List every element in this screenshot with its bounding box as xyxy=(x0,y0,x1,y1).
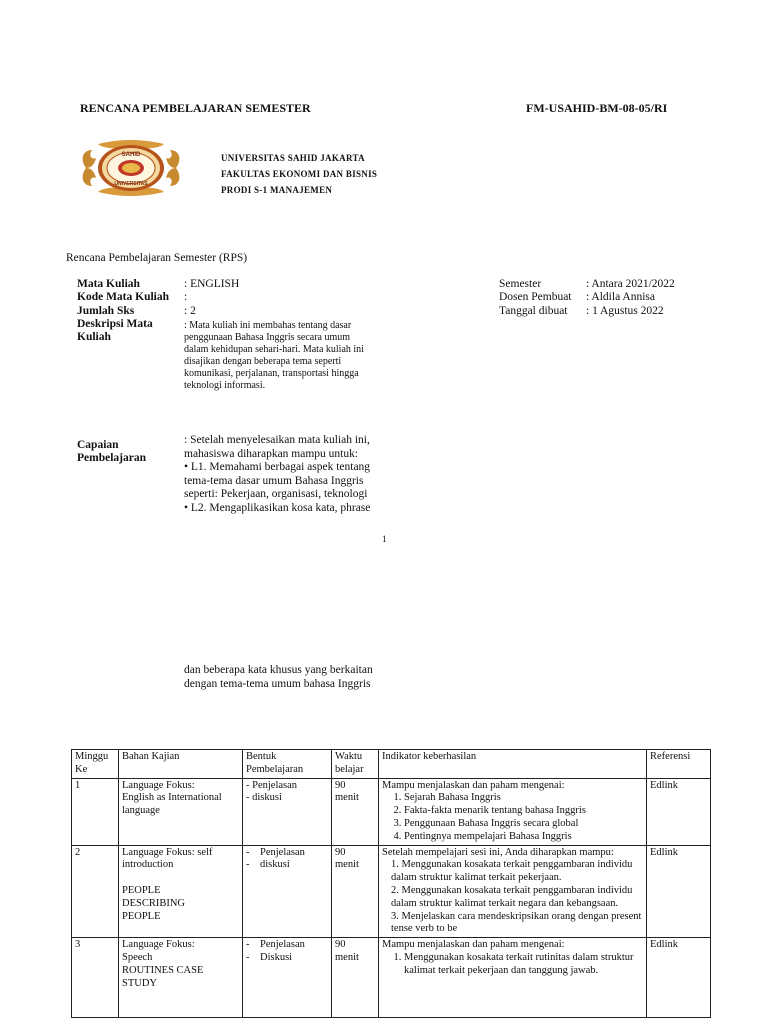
cell-indikator xyxy=(379,778,647,845)
bahan-line: Language Fokus: xyxy=(122,939,195,951)
deskripsi-line: disajikan dengan beberapa tema seperti xyxy=(184,356,342,367)
indikator-item: 1. Sejarah Bahasa Inggris xyxy=(404,792,643,805)
indikator-item: 3. Menjelaskan cara mendeskripsikan orang dengan present tense verb to be xyxy=(391,910,642,935)
table-row xyxy=(72,778,711,845)
semester-label: Semester xyxy=(499,278,542,290)
indikator-item: 2. Menggunakan kosakata terkait penggambaran individu dalam struktur kalimat terkait negara dan kebangsaan. xyxy=(391,884,633,909)
header-bahan: Bahan Kajian xyxy=(119,750,243,779)
capaian-line: : Setelah menyelesaikan mata kuliah ini, xyxy=(184,434,370,446)
bahan-line: DESCRIBING xyxy=(122,897,186,909)
table-header-row xyxy=(72,750,711,779)
header-waktu: Waktu belajar xyxy=(332,750,379,779)
capaian-line: • L2. Mengaplikasikan kosa kata, phrase xyxy=(184,501,371,514)
bentuk-line: - Penjelasan xyxy=(246,779,298,791)
logo-text-bottom: UNIVERSITAS xyxy=(114,181,148,187)
document-title: RENCANA PEMBELAJARAN SEMESTER xyxy=(80,101,311,115)
cell-bentuk xyxy=(243,845,332,938)
indikator-item: 2. Fakta-fakta menarik tentang bahasa Inggris xyxy=(404,805,643,818)
institution-block xyxy=(221,150,377,198)
cell-minggu: 1 xyxy=(72,778,119,845)
deskripsi-label-1: Deskripsi Mata xyxy=(77,318,153,330)
tanggal-label: Tanggal dibuat xyxy=(499,305,568,317)
capaian-line: dan beberapa kata khusus yang berkaitan xyxy=(184,664,373,676)
bahan-line: Language Fokus: self xyxy=(122,846,213,858)
kode-label: Kode Mata Kuliah xyxy=(77,291,170,303)
bahan-line: Language Fokus: xyxy=(122,779,195,791)
deskripsi-line: : Mata kuliah ini membahas tentang dasar xyxy=(184,320,352,331)
capaian-label-1: Capaian xyxy=(77,439,119,451)
bahan-line: ROUTINES CASE xyxy=(122,964,204,976)
bentuk-item: - Penjelasan xyxy=(246,939,305,951)
cell-bentuk xyxy=(243,938,332,1018)
mata-kuliah-value: : ENGLISH xyxy=(184,278,240,290)
indikator-intro: Mampu menjalaskan dan paham mengenai: xyxy=(382,939,565,951)
bahan-line: English as International xyxy=(122,792,222,804)
cell-referensi: Edlink xyxy=(647,845,711,938)
bentuk-list xyxy=(246,847,328,873)
header-referensi: Referensi xyxy=(647,750,711,779)
deskripsi-text xyxy=(184,320,394,392)
capaian-label-2: Pembelajaran xyxy=(77,452,146,464)
indikator-list xyxy=(382,792,643,843)
page-number: 1 xyxy=(382,534,387,544)
waktu-line: menit xyxy=(335,792,359,804)
capaian-line: tema-tema dasar umum Bahasa Inggris xyxy=(184,474,364,487)
capaian-line: dengan tema-tema umum bahasa Inggris xyxy=(184,677,371,690)
kode-value: : xyxy=(184,291,188,303)
bahan-line: language xyxy=(122,805,160,817)
mata-kuliah-label: Mata Kuliah xyxy=(77,278,140,290)
dosen-label: Dosen Pembuat xyxy=(499,291,572,303)
cell-waktu xyxy=(332,845,379,938)
table-row xyxy=(72,845,711,938)
indikator-item: 1. Menggunakan kosakata terkait rutinitas dalam struktur kalimat terkait pekerjaan dan tanggung jawab. xyxy=(404,952,643,978)
semester-value: : Antara 2021/2022 xyxy=(586,278,675,290)
deskripsi-line: penggunaan Bahasa Inggris secara umum xyxy=(184,332,351,343)
waktu-line: menit xyxy=(335,951,359,963)
cell-waktu xyxy=(332,778,379,845)
table-row xyxy=(72,938,711,1018)
cell-bahan xyxy=(119,778,243,845)
indikator-intro: Mampu menjalaskan dan paham mengenai: xyxy=(382,779,565,791)
indikator-item: 3. Penggunaan Bahasa Inggris secara global xyxy=(404,818,643,831)
indikator-intro: Setelah mempelajari sesi ini, Anda diharapkan mampu: xyxy=(382,846,614,858)
sks-value: : 2 xyxy=(184,305,196,317)
bentuk-item: - Penjelasan xyxy=(246,846,305,858)
deskripsi-line: dalam kehidupan sehari-hari. Mata kuliah ini xyxy=(184,344,364,355)
indikator-item: 4. Pentingnya mempelajari Bahasa Inggris xyxy=(404,831,643,844)
dosen-value: : Aldila Annisa xyxy=(586,291,655,303)
waktu-line: menit xyxy=(335,859,359,871)
rps-table xyxy=(71,749,711,1018)
bentuk-line: - diskusi xyxy=(246,792,282,804)
bentuk-item: - diskusi xyxy=(246,859,290,871)
cell-waktu xyxy=(332,938,379,1018)
bahan-line: introduction xyxy=(122,859,174,871)
rps-label: Rencana Pembelajaran Semester (RPS) xyxy=(66,252,248,264)
header-indikator: Indikator keberhasilan xyxy=(379,750,647,779)
cell-bentuk xyxy=(243,778,332,845)
waktu-line: 90 xyxy=(335,779,346,791)
deskripsi-line: komunikasi, perjalanan, transportasi hingga xyxy=(184,368,359,379)
university-logo xyxy=(78,138,184,198)
deskripsi-line: teknologi informasi. xyxy=(184,380,266,391)
bahan-line: PEOPLE xyxy=(122,884,161,896)
waktu-line: 90 xyxy=(335,939,346,951)
cell-minggu: 2 xyxy=(72,845,119,938)
deskripsi-label-2: Kuliah xyxy=(77,331,111,343)
capaian-line: seperti: Pekerjaan, organisasi, teknologi xyxy=(184,488,368,500)
cell-referensi: Edlink xyxy=(647,778,711,845)
bahan-line: STUDY xyxy=(122,977,158,989)
capaian-line: • L1. Memahami berbagai aspek tentang xyxy=(184,461,371,473)
indikator-item: 1. Menggunakan kosakata terkait penggambaran individu dalam struktur kalimat terkait pekerjaan. xyxy=(391,859,633,884)
cell-indikator xyxy=(379,938,647,1018)
cell-referensi: Edlink xyxy=(647,938,711,1018)
waktu-line: 90 xyxy=(335,846,346,858)
header-bentuk: Bentuk Pembelajaran xyxy=(243,750,332,779)
cell-minggu: 3 xyxy=(72,938,119,1018)
cell-indikator xyxy=(379,845,647,938)
bahan-line: Speech xyxy=(122,951,153,963)
capaian-text xyxy=(184,434,404,515)
header-minggu: Minggu Ke xyxy=(72,750,119,779)
cell-bahan xyxy=(119,938,243,1018)
tanggal-value: : 1 Agustus 2022 xyxy=(586,305,664,317)
bahan-line: PEOPLE xyxy=(122,910,161,922)
capaian-continued xyxy=(184,664,404,691)
capaian-line: mahasiswa diharapkan mampu untuk: xyxy=(184,447,359,460)
bentuk-item: - Diskusi xyxy=(246,951,293,963)
indikator-list xyxy=(382,952,643,978)
bahan-line xyxy=(122,872,239,885)
sks-label: Jumlah Sks xyxy=(77,305,135,317)
bentuk-list xyxy=(246,939,328,965)
cell-bahan xyxy=(119,845,243,938)
program-name: PRODI S-1 MANAJEMEN xyxy=(221,185,333,195)
form-code: FM-USAHID-BM-08-05/RI xyxy=(526,101,668,115)
logo-text-top: SAHID xyxy=(121,152,141,158)
faculty-name: FAKULTAS EKONOMI DAN BISNIS xyxy=(221,169,378,179)
university-name: UNIVERSITAS SAHID JAKARTA xyxy=(221,153,365,163)
